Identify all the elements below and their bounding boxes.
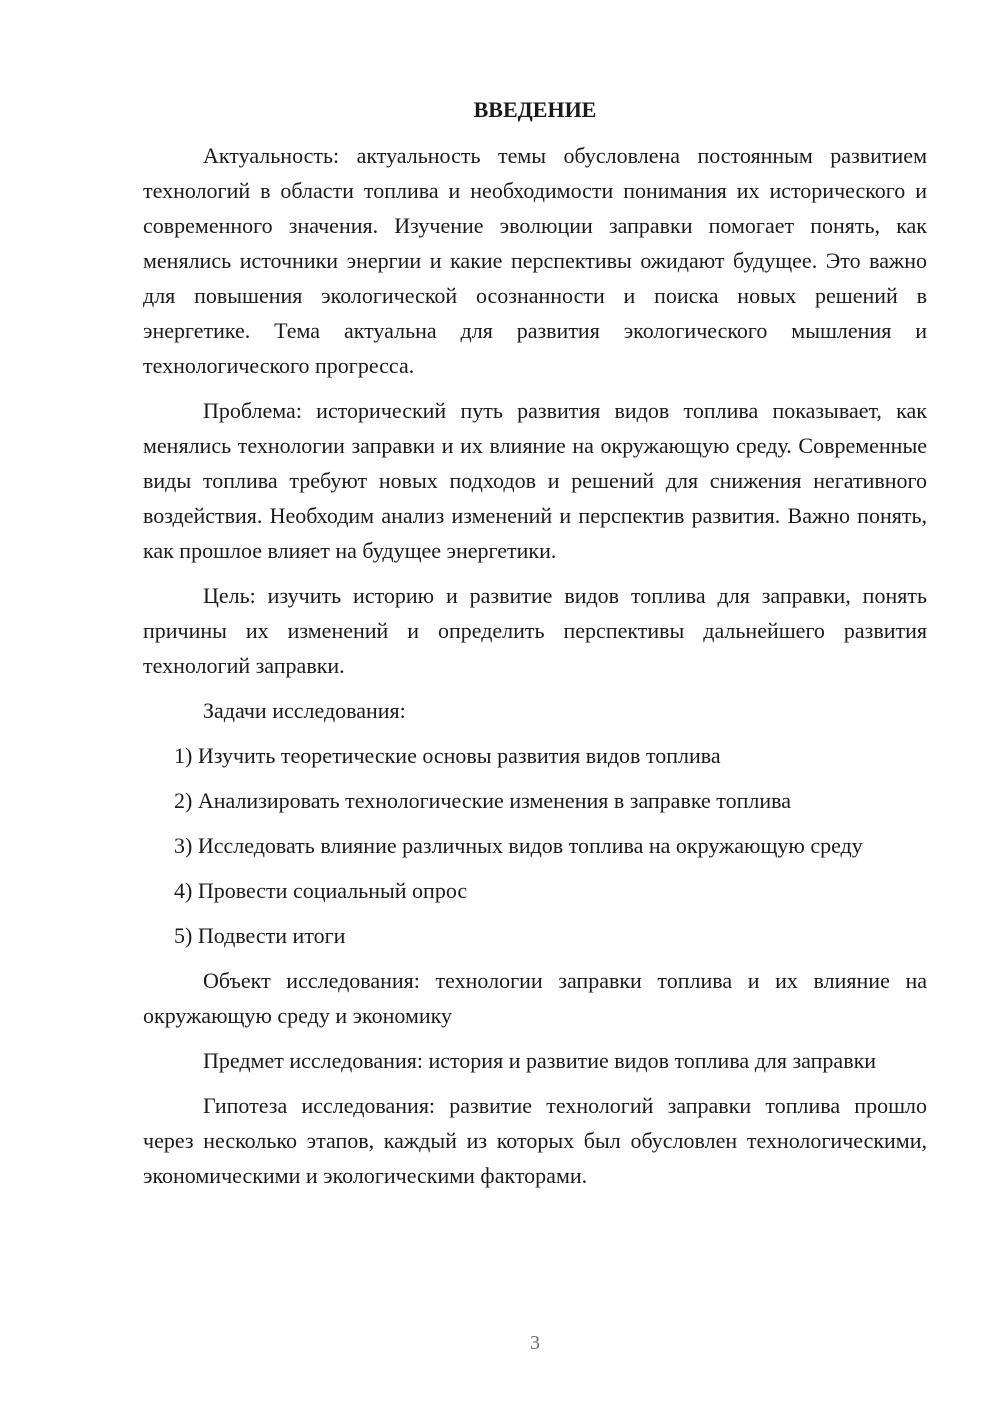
page-title: ВВЕДЕНИЕ — [473, 97, 597, 122]
task-item-2: 2) Анализировать технологические изменения в заправке топлива — [174, 788, 791, 813]
tasks-heading: Задачи исследования: — [203, 698, 406, 723]
paragraph-object: Объект исследования: технологии заправки топлива и их влияние на окружающую среду и экономику — [143, 968, 927, 1028]
page-content — [143, 92, 927, 1203]
paragraph-subject: Предмет исследования: история и развитие видов топлива для заправки — [203, 1048, 877, 1073]
paragraph-problem: Проблема: исторический путь развития видов топлива показывает, как менялись технологии заправки и их влияние на окружающую среду. Современные виды топлива требуют новых подходов и решений для снижения негативного воздействия. Необходим анализ изменений и перспектив развития. Важно понять, как прошлое влияет на будущее энергетики. — [143, 398, 927, 563]
task-item-3: 3) Исследовать влияние различных видов топлива на окружающую среду — [174, 833, 863, 858]
page-number: 3 — [530, 1332, 540, 1354]
paragraph-goal: Цель: изучить историю и развитие видов топлива для заправки, понять причины их изменений и определить перспективы дальнейшего развития технологий заправки. — [143, 583, 927, 678]
paragraph-hypothesis: Гипотеза исследования: развитие технологий заправки топлива прошло через несколько этапов, каждый из которых был обусловлен технологическими, экономическими и экологическими факторами. — [143, 1093, 927, 1188]
task-item-4: 4) Провести социальный опрос — [174, 878, 468, 903]
task-item-1: 1) Изучить теоретические основы развития видов топлива — [174, 743, 721, 768]
task-item-5: 5) Подвести итоги — [174, 923, 346, 948]
paragraph-relevance: Актуальность: актуальность темы обусловлена постоянным развитием технологий в области топлива и необходимости понимания их исторического и современного значения. Изучение эволюции заправки помогает понять, как менялись источники энергии и какие перспективы ожидают будущее. Это важно для повышения экологической осознанности и поиска новых решений в энергетике. Тема актуальна для развития экологического мышления и технологического прогресса. — [143, 143, 927, 378]
